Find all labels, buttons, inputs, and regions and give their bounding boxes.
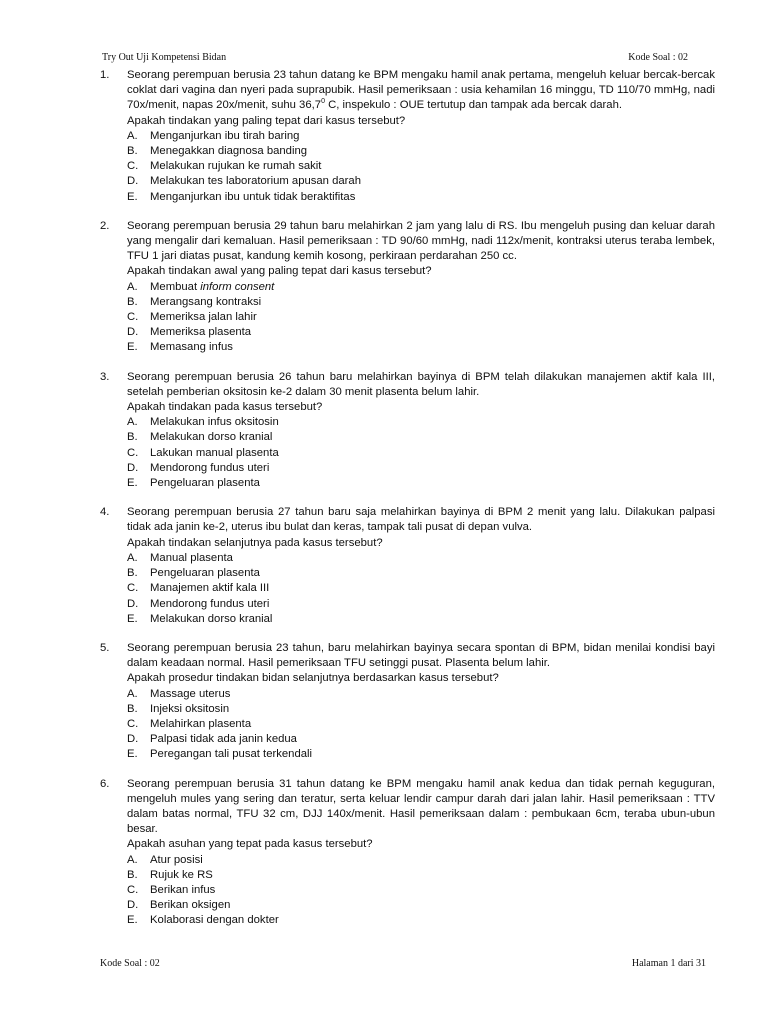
option-text: Mendorong fundus uteri [150,461,270,474]
option-c [127,883,715,898]
option-d [127,461,715,476]
option-letter: D. [127,175,139,188]
option-text: Lakukan manual plasenta [150,446,279,459]
option-b [127,430,715,445]
option-text: Menganjurkan ibu untuk tidak beraktifitas [150,190,356,203]
option-text: Melakukan dorso kranial [150,431,273,444]
option-letter: E. [127,190,138,203]
option-c [127,717,715,732]
option-d [127,597,715,612]
option-e [127,913,715,928]
option-letter: B. [127,295,138,308]
option-text: Atur posisi [150,853,203,866]
option-text: Melakukan infus oksitosin [150,416,279,429]
option-c [127,310,715,325]
question-stem: Seorang perempuan berusia 31 tahun datang ke BPM mengaku hamil anak kedua dan tidak pernah keguguran, mengeluh mules yang sering dan teratur, serta keluar lendir campur darah dari jalan lahir. Hasil pemeriksaan : TTV dalam batas normal, TFU 32 cm, DJJ 140x/menit. Hasil pemeriksaan dalam : pembukaan 6cm, teraba ubun-ubun besar. [127,777,715,836]
option-text: Peregangan tali pusat terkendali [150,748,313,761]
footer-code: Kode Soal : 02 [100,958,160,969]
option-letter: A. [127,416,138,429]
option-letter: C. [127,582,139,595]
option-d [127,732,715,747]
option-text: Kolaborasi dengan dokter [150,914,279,927]
option-text: Mendorong fundus uteri [150,597,270,610]
option-text: Pengeluaran plasenta [150,567,260,580]
option-text: Melakukan dorso kranial [150,612,273,625]
degree-superscript: 0 [321,98,325,106]
option-letter: E. [127,477,138,490]
question-number: 1. [100,69,110,81]
question-number: 6. [100,777,110,790]
question-4 [100,505,715,627]
option-letter: D. [127,597,139,610]
option-text-italic: inform consent [200,280,275,293]
option-c [127,159,715,174]
option-letter: A. [127,129,138,142]
option-c [127,581,715,596]
question-6 [100,777,715,929]
option-text: Pengeluaran plasenta [150,477,260,490]
page-header [102,52,688,63]
option-text: Manajemen aktif kala III [150,582,270,595]
question-3 [100,370,715,492]
option-text: Melakukan tes laboratorium apusan darah [150,175,362,188]
option-text-prefix: Membuat [150,280,201,293]
option-text: Melakukan rujukan ke rumah sakit [150,160,322,173]
question-2 [100,219,715,356]
option-b [127,566,715,581]
question-prompt: Apakah tindakan awal yang paling tepat dari kasus tersebut? [127,265,432,278]
option-letter: D. [127,326,139,339]
option-letter: D. [127,899,139,912]
option-a [127,129,715,144]
option-letter: A. [127,551,138,564]
option-text: Manual plasenta [150,551,233,564]
option-letter: C. [127,717,139,730]
question-stem: Seorang perempuan berusia 29 tahun baru melahirkan 2 jam yang lalu di RS. Ibu mengeluh pusing dan keluar darah yang mengalir dari kemaluan. Hasil pemeriksaan : TD 90/60 mmHg, nadi 112x/menit, kontraksi uterus teraba lembek, TFU 1 jari diatas pusat, kandung kemih kosong, perkiraan perdarahan 250 cc. [127,219,715,263]
option-a [127,280,715,295]
option-c [127,446,715,461]
option-a [127,687,715,702]
option-e [127,340,715,355]
question-1 [100,68,715,205]
page-number: Halaman 1 dari 31 [631,958,706,969]
question-stem: Seorang perempuan berusia 23 tahun, baru melahirkan bayinya secara spontan di BPM, bidan menilai kondisi bayi dalam keadaan normal. Hasil pemeriksaan TFU setinggi pusat. Plasenta belum lahir. [127,641,715,670]
question-number: 5. [100,641,110,654]
option-letter: B. [127,868,138,881]
option-letter: A. [127,280,138,293]
option-a [127,853,715,868]
option-letter: E. [127,612,138,625]
option-b [127,295,715,310]
option-text: Massage uterus [150,687,231,700]
option-text: Memeriksa plasenta [150,326,252,339]
option-text: Palpasi tidak ada janin kedua [150,733,297,746]
option-letter: B. [127,431,138,444]
question-number: 2. [100,219,110,232]
stem-text-end: C, inspekulo : OUE tertutup dan tampak ada bercak darah. [324,99,622,112]
option-d [127,174,715,189]
option-letter: B. [127,567,138,580]
option-a [127,551,715,566]
option-b [127,144,715,159]
question-prompt: Apakah tindakan selanjutnya pada kasus tersebut? [127,536,383,549]
question-list [100,68,715,943]
option-letter: C. [127,446,139,459]
option-text: Berikan infus [150,883,216,896]
option-text: Menganjurkan ibu tirah baring [150,129,300,142]
question-prompt: Apakah tindakan pada kasus tersebut? [127,401,323,414]
option-letter: A. [127,853,138,866]
option-letter: E. [127,748,138,761]
option-d [127,325,715,340]
option-e [127,476,715,491]
option-letter: B. [127,145,138,158]
question-number: 4. [100,506,110,519]
option-a [127,415,715,430]
question-5 [100,641,715,763]
page-footer [100,958,706,969]
question-stem [127,68,715,114]
option-text: Melahirkan plasenta [150,717,252,730]
option-text [150,280,715,295]
option-letter: E. [127,341,138,354]
option-letter: D. [127,461,139,474]
header-code: Kode Soal : 02 [628,52,688,63]
option-letter: B. [127,702,138,715]
option-b [127,702,715,717]
option-letter: E. [127,914,138,927]
question-prompt: Apakah tindakan yang paling tepat dari kasus tersebut? [127,114,406,127]
option-text: Merangsang kontraksi [150,295,262,308]
option-letter: A. [127,687,138,700]
question-prompt: Apakah asuhan yang tepat pada kasus tersebut? [127,838,373,851]
question-stem: Seorang perempuan berusia 26 tahun baru melahirkan bayinya di BPM telah dilakukan manajemen aktif kala III, setelah pemberian oksitosin ke-2 dalam 30 menit plasenta belum lahir. [127,370,715,398]
option-text: Menegakkan diagnosa banding [150,145,308,158]
question-prompt: Apakah prosedur tindakan bidan selanjutnya berdasarkan kasus tersebut? [127,672,499,685]
option-letter: C. [127,883,139,896]
stem-text: Seorang perempuan berusia 23 tahun datang ke BPM mengaku hamil anak pertama, mengeluh keluar bercak-bercak coklat dari vagina dan nyeri pada suprapubik. Hasil pemeriksaan : usia kehamilan 16 minggu, TD 110/70 mmHg, nadi 70x/menit, napas 20x/menit, suhu 36,7 [127,69,715,112]
question-stem: Seorang perempuan berusia 27 tahun baru saja melahirkan bayinya di BPM 2 menit yang lalu. Dilakukan palpasi tidak ada janin ke-2, uterus ibu bulat dan keras, tampak tali pusat di depan vulva. [127,506,715,534]
option-text: Memasang infus [150,341,233,354]
header-title: Try Out Uji Kompetensi Bidan [102,52,227,63]
option-e [127,612,715,627]
option-d [127,898,715,913]
option-text: Berikan oksigen [150,899,231,912]
option-text: Rujuk ke RS [150,868,213,881]
option-e [127,190,715,205]
option-letter: C. [127,311,139,324]
option-text: Memeriksa jalan lahir [150,311,257,324]
option-b [127,868,715,883]
option-e [127,747,715,762]
option-letter: D. [127,733,139,746]
option-letter: C. [127,160,139,173]
option-text: Injeksi oksitosin [150,702,230,715]
question-number: 3. [100,370,110,383]
